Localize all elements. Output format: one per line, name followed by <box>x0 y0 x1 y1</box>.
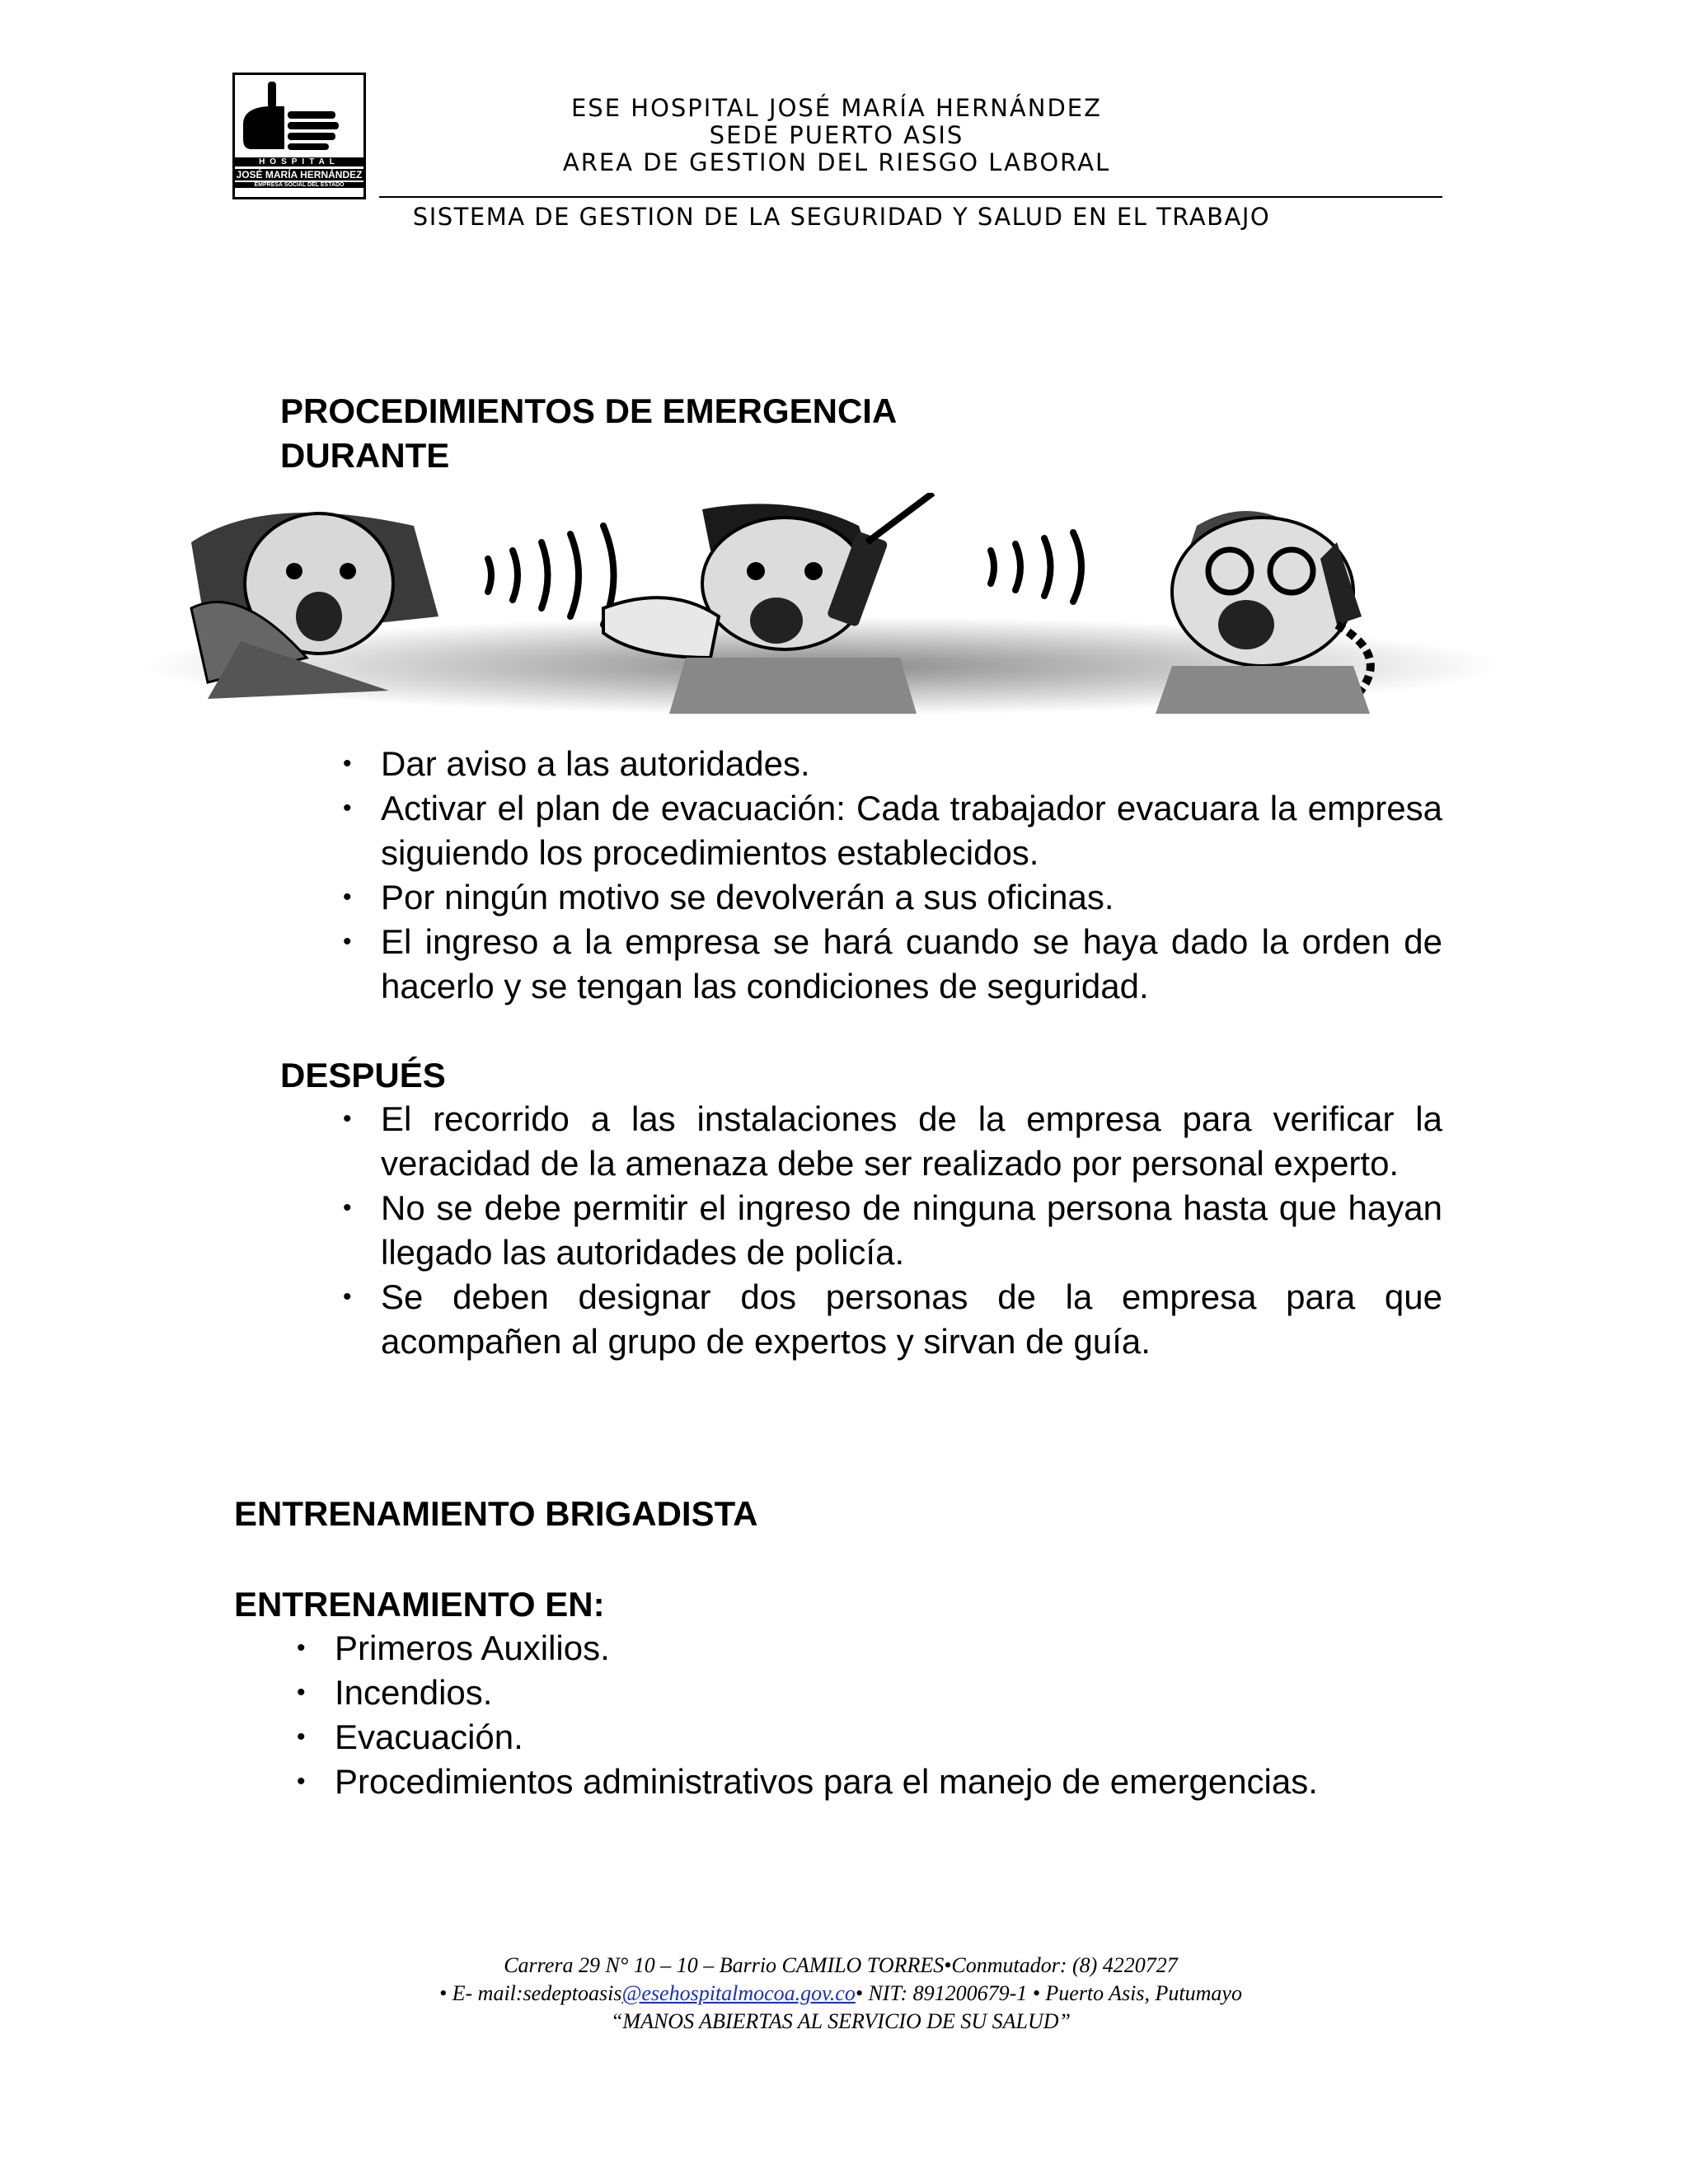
bullet-icon: • <box>343 794 352 822</box>
training-title: ENTRENAMIENTO BRIGADISTA <box>234 1494 758 1533</box>
list-item: • Por ningún motivo se devolverán a sus oficinas. <box>381 875 1442 920</box>
footer-email-prefix: E- mail:sedeptoasis <box>452 1981 622 2005</box>
logo-line-company: EMPRESA SOCIAL DEL ESTADO <box>235 182 363 188</box>
bullet-icon: • <box>1032 1981 1040 2005</box>
list-item: • El ingreso a la empresa se hará cuando se haya dado la orden de hacerlo y se tengan las condiciones de seguridad. <box>381 920 1442 1009</box>
list-item: • El recorrido a las instalaciones de la empresa para verificar la veracidad de la amenaza debe ser realizado por personal experto. <box>381 1097 1442 1186</box>
bullet-icon: • <box>439 1981 448 2005</box>
emergency-procedures-title: PROCEDIMIENTOS DE EMERGENCIA <box>280 391 898 430</box>
header-institution: ESE HOSPITAL JOSÉ MARÍA HERNÁNDEZ <box>570 94 1102 122</box>
list-item: • Procedimientos administrativos para el manejo de emergencias. <box>335 1760 1489 1804</box>
bullet-icon: • <box>343 1194 352 1221</box>
header-area: AREA DE GESTION DEL RIESGO LABORAL <box>562 148 1111 176</box>
logo-line-name: JOSÉ MARÍA HERNÁNDEZ <box>236 169 363 180</box>
hand-logo-icon <box>235 75 363 157</box>
header-site: SEDE PUERTO ASIS <box>709 121 964 149</box>
bullet-icon: • <box>297 1679 306 1706</box>
bullet-icon: • <box>343 1283 352 1310</box>
footer-address: Carrera 29 N° 10 – 10 – Barrio CAMILO TORRES <box>504 1953 945 1977</box>
after-title: DESPUÉS <box>280 1056 446 1094</box>
bullet-icon: • <box>343 1105 352 1132</box>
footer-contact-line <box>247 1980 1434 2008</box>
logo-line-hospital: HOSPITAL <box>235 157 363 166</box>
list-item: • Incendios. <box>335 1671 1489 1715</box>
footer-slogan: “MANOS ABIERTAS AL SERVICIO DE SU SALUD” <box>610 2009 1071 2033</box>
training-subtitle: ENTRENAMIENTO EN: <box>234 1585 605 1624</box>
during-title: DURANTE <box>280 436 450 475</box>
phone-call-illustration <box>142 493 1502 714</box>
list-item: • Dar aviso a las autoridades. <box>381 742 1442 786</box>
during-list <box>343 742 1442 1009</box>
list-item: • Activar el plan de evacuación: Cada trabajador evacuara la empresa siguiendo los procedimientos establecidos. <box>381 786 1442 875</box>
footer-location: Puerto Asis, Putumayo <box>1045 1981 1242 2005</box>
bullet-icon: • <box>343 883 352 911</box>
list-item: • Se deben designar dos personas de la empresa para que acompañen al grupo de expertos y sirvan de guía. <box>381 1275 1442 1364</box>
after-list <box>343 1097 1442 1364</box>
man-telephone-figure-icon <box>1156 511 1371 714</box>
footer-phone: Conmutador: (8) 4220727 <box>951 1953 1178 1977</box>
hospital-logo <box>232 73 366 199</box>
bullet-icon: • <box>343 750 352 777</box>
bullet-icon: • <box>855 1981 863 2005</box>
header-divider <box>379 196 1442 198</box>
bullet-icon: • <box>297 1634 306 1661</box>
header-system-title: SISTEMA DE GESTION DE LA SEGURIDAD Y SALUD EN EL TRABAJO <box>412 203 1271 231</box>
bullet-icon: • <box>297 1723 306 1750</box>
training-list <box>297 1626 1489 1804</box>
list-item: • No se debe permitir el ingreso de ninguna persona hasta que hayan llegado las autoridades de policía. <box>381 1186 1442 1275</box>
sound-waves-left-icon <box>488 526 614 625</box>
list-item: • Evacuación. <box>335 1715 1489 1760</box>
sound-waves-right-icon <box>991 532 1081 602</box>
bullet-icon: • <box>944 1953 952 1977</box>
bullet-icon: • <box>343 928 352 955</box>
list-item: • Primeros Auxilios. <box>335 1626 1489 1671</box>
bullet-icon: • <box>297 1768 306 1795</box>
footer-address-line <box>247 1952 1434 1980</box>
footer-nit: NIT: 891200679-1 <box>868 1981 1028 2005</box>
footer-email-link[interactable]: @esehospitalmocoa.gov.co <box>621 1981 856 2005</box>
